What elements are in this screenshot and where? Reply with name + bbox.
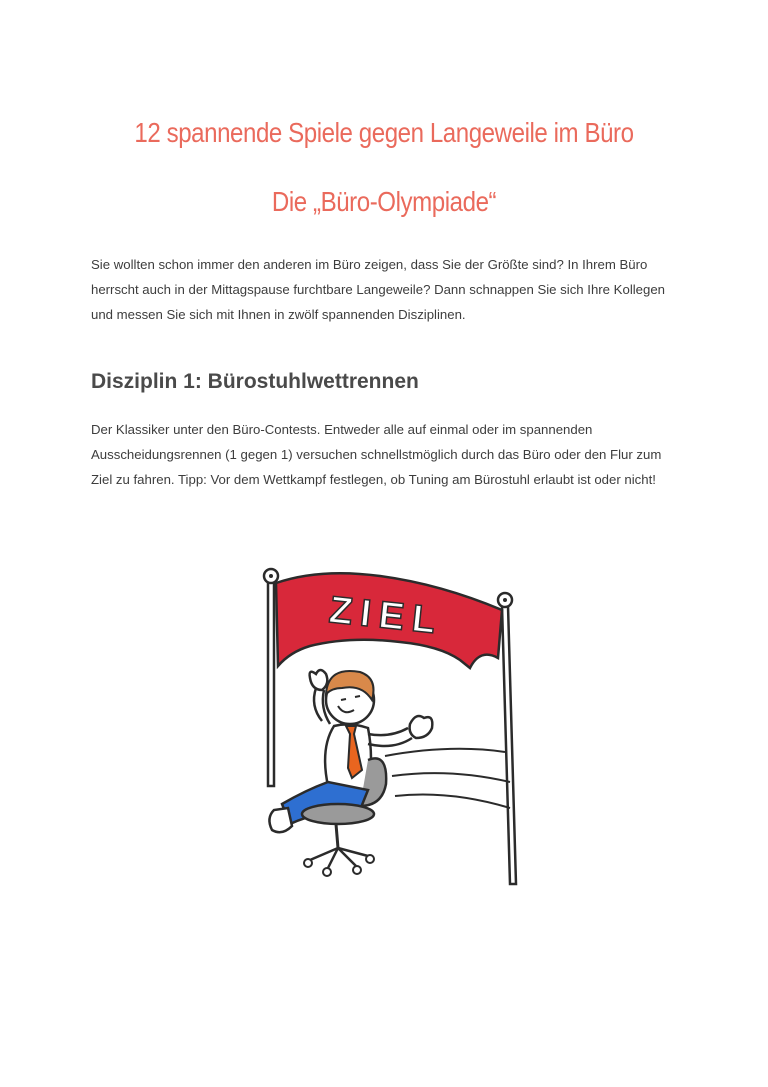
- section-heading: Disziplin 1: Bürostuhlwettrennen: [91, 370, 419, 393]
- banner-text: ZIEL: [327, 589, 446, 643]
- finish-banner: [276, 573, 502, 668]
- section-paragraph: Der Klassiker unter den Büro-Contests. Entweder alle auf einmal oder im spannenden Ausscheidungsrennen (1 gegen 1) versuchen schnellstmöglich durch das Büro oder den Flur zum Ziel zu fahren. Tipp: Vor dem Wettkampf festlegen, ob Tuning am Bürostuhl erlaubt ist oder nicht!: [91, 422, 662, 487]
- document-subtitle: Die „Büro-Olympiade“: [271, 186, 497, 217]
- office-chair-race-illustration: [210, 538, 540, 953]
- intro-paragraph: Sie wollten schon immer den anderen im Büro zeigen, dass Sie der Größte sind? In Ihrem Büro herrscht auch in der Mittagspause furchtbare Langeweile? Dann schnappen Sie sich Ihre Kollegen und messen Sie sich mit Ihnen in zwölf spannenden Disziplinen.: [91, 257, 666, 322]
- motion-lines: [385, 749, 510, 808]
- person-figure: [269, 670, 432, 876]
- document-title: 12 spannende Spiele gegen Langeweile im Büro: [134, 117, 634, 148]
